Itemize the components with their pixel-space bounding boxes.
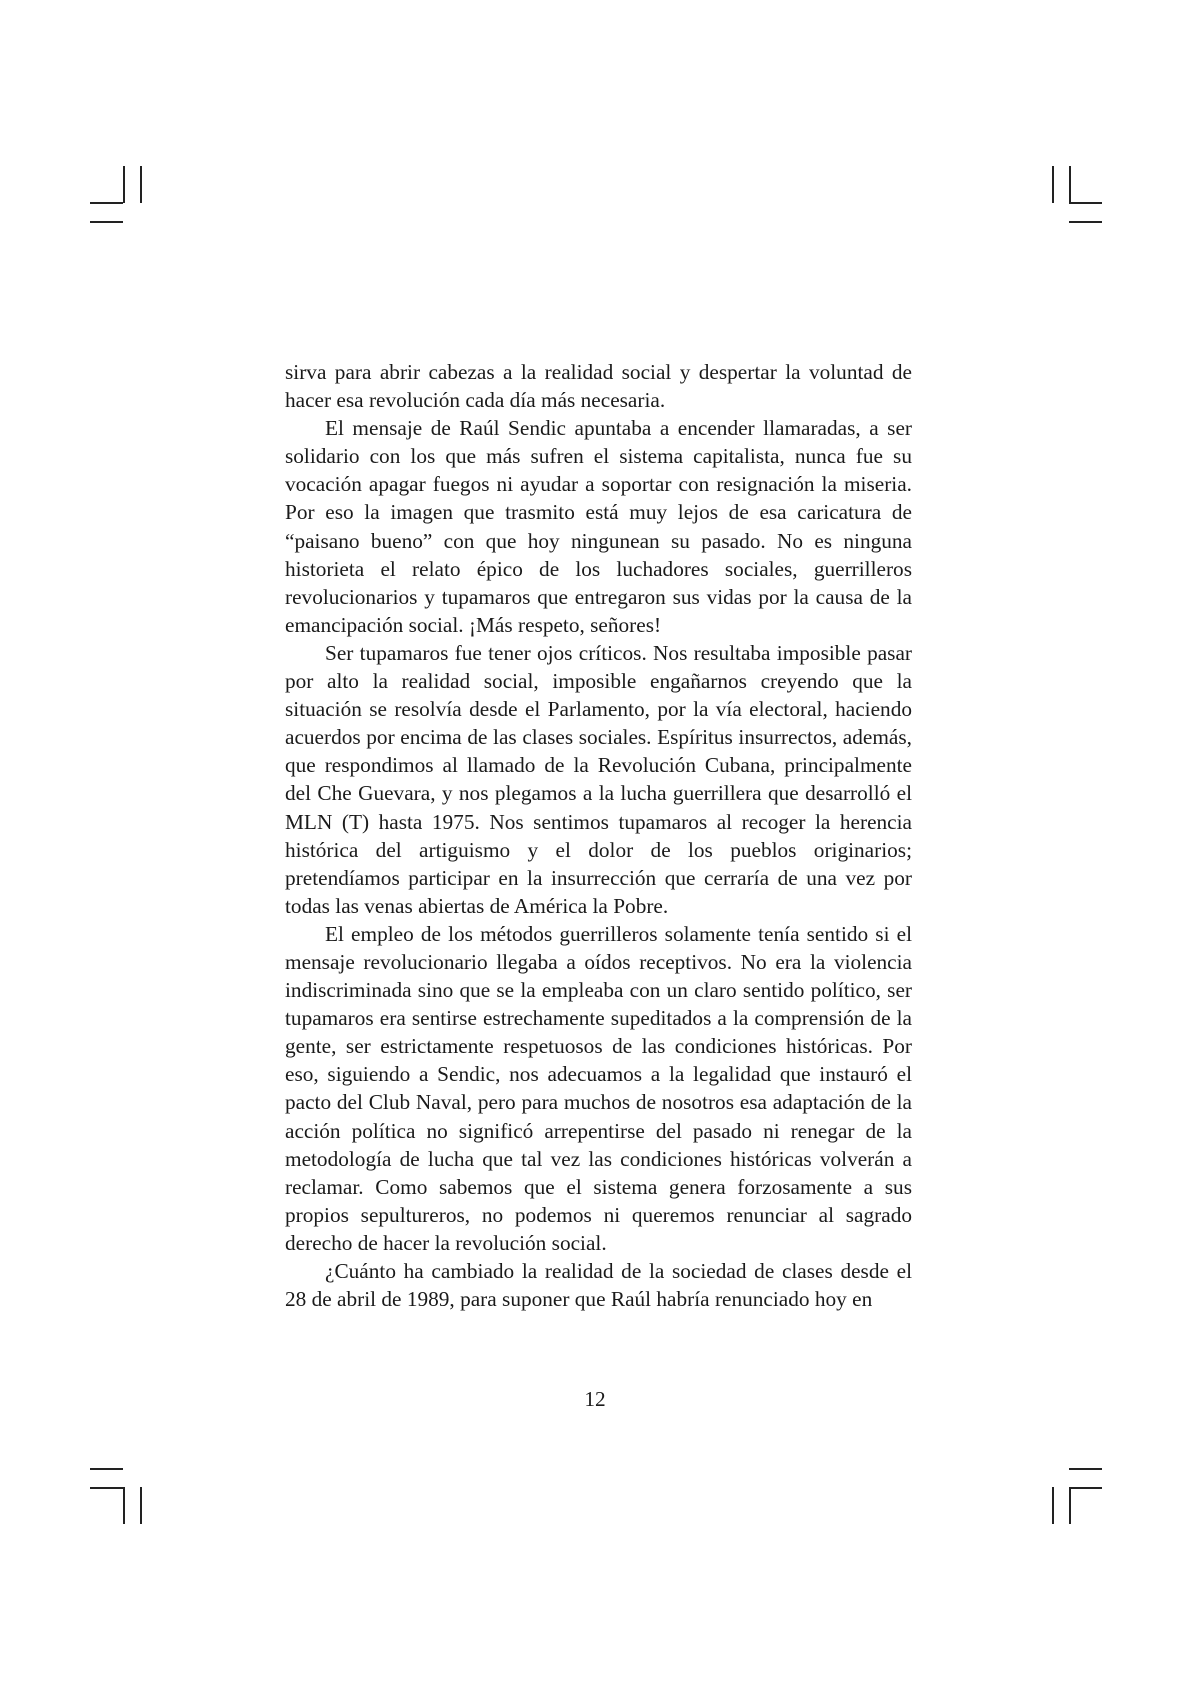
crop-mark-bottom-left-h xyxy=(90,1487,123,1489)
paragraph: El mensaje de Raúl Sendic apuntaba a encender llamaradas, a ser solidario con los que más sufren el sistema capitalista, nunca fue su vocación apagar fuegos ni ayudar a soportar con resignación la miseria. Por eso la imagen que trasmito está muy lejos de esa caricatura de “paisano bueno” con que hoy ningunean su pasado. No es ninguna historieta el relato épico de los luchadores sociales, guerrilleros revolucionarios y tupamaros que entregaron sus vidas por la causa de la emancipación social. ¡Más respeto, señores! xyxy=(285,416,912,637)
crop-mark-bottom-left-v xyxy=(123,1487,125,1524)
crop-mark-bottom-right-h2 xyxy=(1069,1468,1102,1470)
body-text xyxy=(285,358,912,1313)
crop-mark-bottom-left-h2 xyxy=(90,1468,123,1470)
crop-mark-top-right-h xyxy=(1069,202,1102,204)
crop-mark-top-left-h2 xyxy=(90,221,123,223)
crop-mark-top-right-v2 xyxy=(1052,166,1054,203)
crop-mark-top-left-h xyxy=(90,202,123,204)
crop-mark-top-left-v xyxy=(123,166,125,203)
crop-mark-bottom-right-h xyxy=(1069,1487,1102,1489)
page-number: 12 xyxy=(584,1387,606,1411)
crop-mark-top-right-v xyxy=(1069,166,1071,203)
crop-mark-bottom-right-v xyxy=(1069,1487,1071,1524)
crop-mark-top-left-v2 xyxy=(140,166,142,203)
paragraph: El empleo de los métodos guerrilleros solamente tenía sentido si el mensaje revolucionario llegaba a oídos receptivos. No era la violencia indiscriminada sino que se la empleaba con un claro sentido político, ser tupamaros era sentirse estrechamente supeditados a la comprensión de la gente, ser estrictamente respetuosos de las condiciones históricas. Por eso, siguiendo a Sendic, nos adecuamos a la legalidad que instauró el pacto del Club Naval, pero para muchos de nosotros esa adaptación de la acción política no significó arrepentirse del pasado ni renegar de la metodología de lucha que tal vez las condiciones históricas volverán a reclamar. Como sabemos que el sistema genera forzosamente a sus propios sepultureros, no podemos ni queremos renunciar al sagrado derecho de hacer la revolución social. xyxy=(285,921,912,1255)
paragraph: ¿Cuánto ha cambiado la realidad de la sociedad de clases desde el 28 de abril de 1989, para suponer que Raúl habría renunciado hoy en xyxy=(285,1259,912,1312)
crop-mark-bottom-left-v2 xyxy=(140,1487,142,1524)
paragraph: sirva para abrir cabezas a la realidad social y despertar la voluntad de hacer esa revolución cada día más necesaria. xyxy=(285,360,912,413)
paragraph: Ser tupamaros fue tener ojos críticos. Nos resultaba imposible pasar por alto la realidad social, imposible engañarnos creyendo que la situación se resolvía desde el Parlamento, por la vía electoral, haciendo acuerdos por encima de las clases sociales. Espíritus insurrectos, además, que respondimos al llamado de la Revolución Cubana, principalmente del Che Guevara, y nos plegamos a la lucha guerrillera que desarrolló el MLN (T) hasta 1975. Nos sentimos tupamaros al recoger la herencia histórica del artiguismo y el dolor de los pueblos originarios; pretendíamos participar en la insurrección que cerraría de una vez por todas las venas abiertas de América la Pobre. xyxy=(285,640,912,918)
crop-mark-top-right-h2 xyxy=(1069,221,1102,223)
crop-mark-bottom-right-v2 xyxy=(1052,1487,1054,1524)
